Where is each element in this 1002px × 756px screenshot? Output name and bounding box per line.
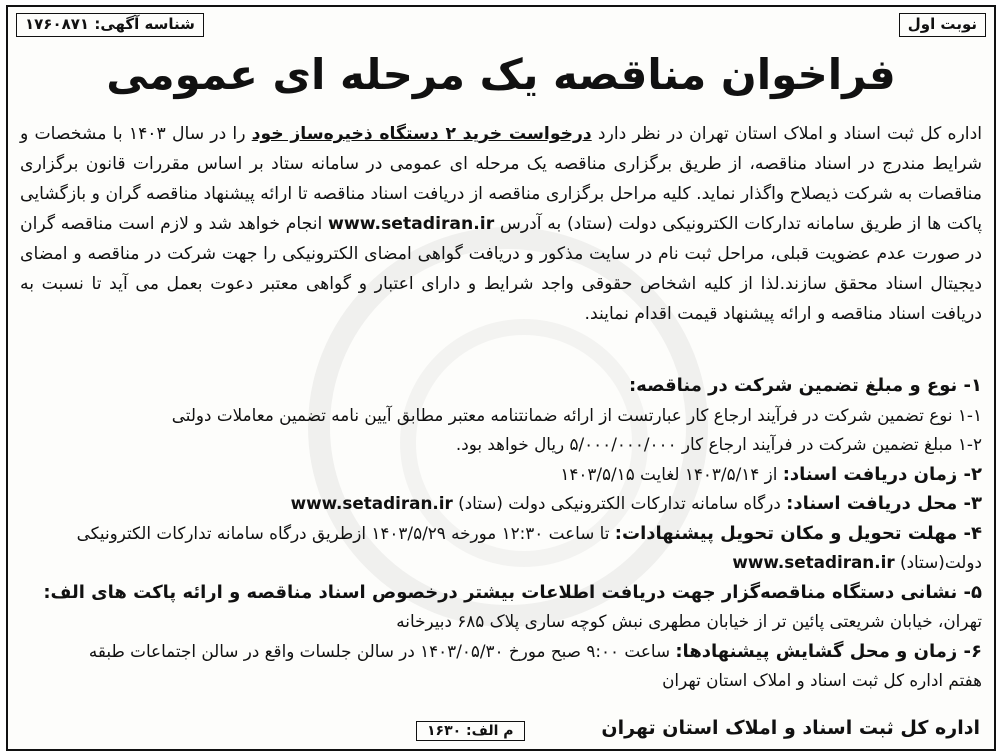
intro-paragraph bbox=[20, 119, 982, 329]
section-4-cont bbox=[20, 548, 982, 578]
footer-code-badge: م الف: ۱۶۳۰ bbox=[416, 721, 525, 741]
ad-id-badge: شناسه آگهی: ۱۷۶۰۸۷۱ bbox=[16, 13, 204, 37]
section-1-2: ۱-۲ مبلغ تضمین شرکت در فرآیند ارجاع کار ۵/۰۰۰/۰۰۰/۰۰۰ ریال خواهد بود. bbox=[455, 434, 982, 454]
tender-notice bbox=[6, 5, 996, 751]
intro-part-2: را در سال ۱۴۰۳ با مشخصات و شرایط مندرج در اسناد مناقصه، از طریق برگزاری مناقصه یک مرحله ای عمومی در سامانه ستاد بر اساس مقررات قانون برگزاری مناقصات به شرکت ذیصلاح واگذار نماید. کلیه مراحل برگزاری مناقصه از دریافت اسناد مناقصه تا ارائه پیشنهاد مناقصه گران و بازگشایی پاکت ها از طریق سامانه تدارکات الکترونیکی دولت (ستاد) به آدرس bbox=[20, 124, 983, 234]
section-1-heading: ۱- نوع و مبلغ تضمین شرکت در مناقصه: bbox=[628, 375, 982, 396]
section-4-text-2: دولت(ستاد) bbox=[900, 552, 982, 572]
section-5-heading: ۵- نشانی دستگاه مناقصه‌گزار جهت دریافت اطلاعات بیشتر درخصوص اسناد مناقصه و ارائه پاکت های الف: bbox=[43, 581, 982, 603]
section-6 bbox=[20, 637, 982, 667]
round-badge: نوبت اول bbox=[899, 13, 986, 37]
section-3-text: درگاه سامانه تدارکات الکترونیکی دولت (ستاد) bbox=[458, 493, 781, 513]
section-4-text: تا ساعت ۱۲:۳۰ مورخه ۱۴۰۳/۵/۲۹ ازطریق درگاه سامانه تدارکات الکترونیکی bbox=[76, 522, 610, 543]
section-4-heading: ۴- مهلت تحویل و مکان تحویل پیشنهادات: bbox=[614, 522, 982, 544]
intro-part-1: اداره کل ثبت اسناد و املاک استان تهران در نظر دارد bbox=[597, 124, 983, 144]
intro-url-link[interactable]: www.setadiran.ir bbox=[328, 214, 495, 234]
intro-part-3: انجام خواهد شد و لازم است مناقصه گران در صورت عدم عضویت قبلی، مراحل ثبت نام در سایت مذکور و دریافت گواهی امضای الکترونیکی را جهت شرکت در مناقصه و امضای دیجیتال اسناد محقق سازند.لذا از کلیه اشخاص حقوقی واجد شرایط و دارای اعتبار و گواهی معتبر دعوت بعمل می آید تا نسبت به دریافت اسناد مناقصه و ارائه پیشنهاد قیمت اقدام نمایند. bbox=[20, 214, 982, 324]
intro-highlight: درخواست خرید ۲ دستگاه ذخیره‌ساز خود bbox=[251, 124, 592, 144]
section-3 bbox=[20, 489, 982, 519]
section-2 bbox=[20, 460, 982, 490]
section-4-url-link[interactable]: www.setadiran.ir bbox=[732, 552, 895, 572]
section-4 bbox=[20, 519, 982, 549]
section-1-1: ۱-۱ نوع تضمین شرکت در فرآیند ارجاع کار عبارتست از ارائه ضمانتنامه معتبر مطابق آیین نامه تضمین معاملات دولتی bbox=[171, 404, 982, 425]
notice-title: فراخوان مناقصه یک مرحله ای عمومی bbox=[106, 50, 896, 99]
section-6-heading: ۶- زمان و محل گشایش پیشنهادها: bbox=[675, 640, 982, 662]
section-3-url-link[interactable]: www.setadiran.ir bbox=[290, 493, 453, 513]
section-2-heading: ۲- زمان دریافت اسناد: bbox=[782, 463, 982, 485]
notice-sections bbox=[20, 371, 982, 696]
section-3-heading: ۳- محل دریافت اسناد: bbox=[786, 493, 982, 514]
footer-organization: اداره کل ثبت اسناد و املاک استان تهران bbox=[601, 717, 980, 739]
section-6-text: ساعت ۹:۰۰ صبح مورخ ۱۴۰۳/۰۵/۳۰ در سالن جلسات واقع در سالن اجتماعات طبقه bbox=[88, 640, 671, 661]
section-6-text-2: هفتم اداره کل ثبت اسناد و املاک استان تهران bbox=[662, 670, 982, 690]
section-5-text: تهران، خیابان شریعتی پائین تر از خیابان مطهری نبش کوچه ساری پلاک ۶۸۵ دبیرخانه bbox=[396, 611, 982, 631]
section-2-text: از ۱۴۰۳/۵/۱۴ لغایت ۱۴۰۳/۵/۱۵ bbox=[560, 463, 778, 484]
